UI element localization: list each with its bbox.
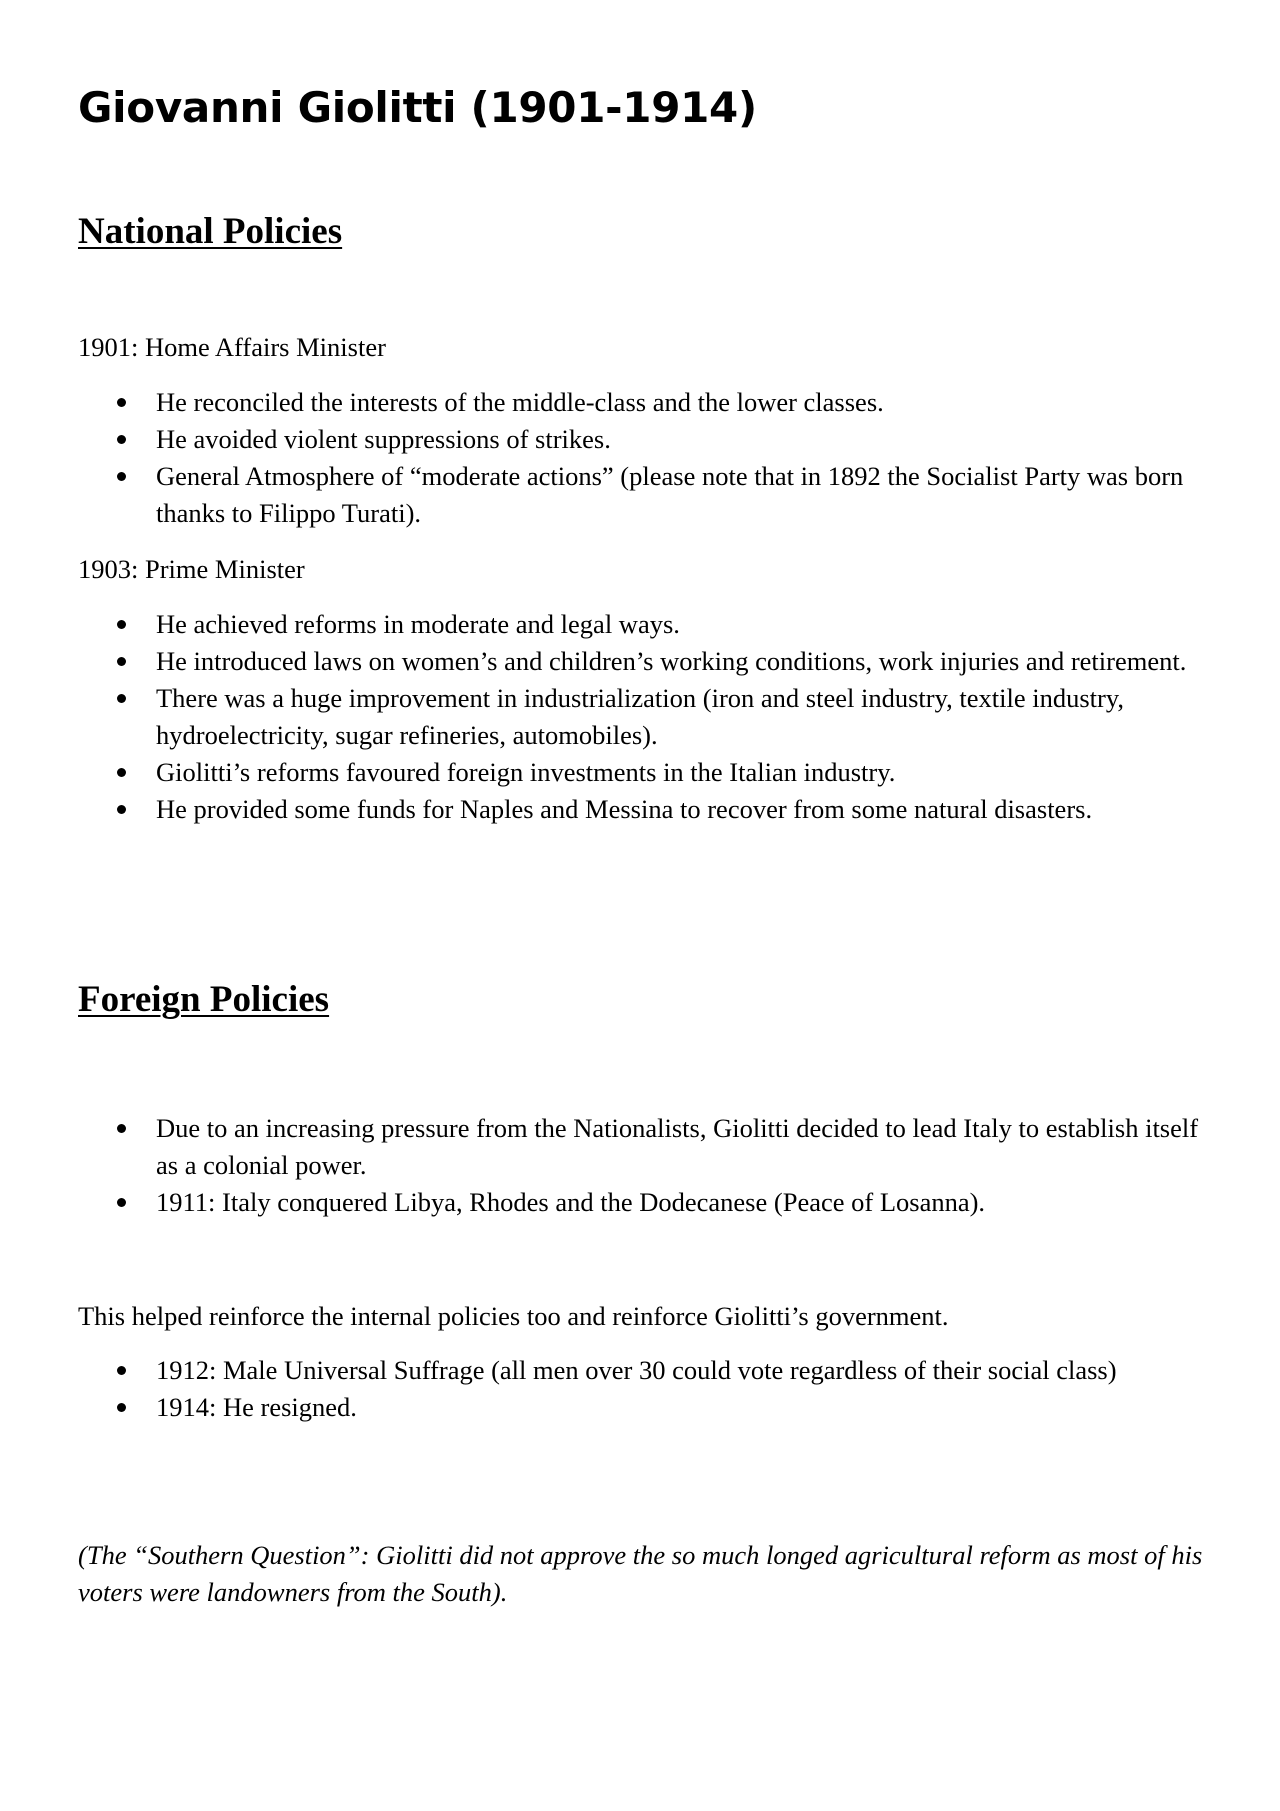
bullet-icon xyxy=(117,435,126,444)
bullet-icon xyxy=(117,694,126,703)
bullet-icon xyxy=(117,398,126,407)
list-item-text: There was a huge improvement in industrialization (iron and steel industry, textile industry, hydroelectricity, sugar refineries, automobiles). xyxy=(156,683,1124,750)
national-policies-heading: National Policies xyxy=(78,211,343,252)
bullet-icon xyxy=(117,472,126,481)
document-title: Giovanni Giolitti (1901-1914) xyxy=(78,83,757,132)
home-affairs-bullet-list xyxy=(78,384,1208,532)
list-item-text: He provided some funds for Naples and Messina to recover from some natural disasters. xyxy=(156,794,1093,824)
list-item-text: 1911: Italy conquered Libya, Rhodes and the Dodecanese (Peace of Losanna). xyxy=(156,1187,986,1217)
list-item xyxy=(78,643,1208,680)
bullet-icon xyxy=(117,620,126,629)
home-affairs-minister-label: 1901: Home Affairs Minister xyxy=(78,332,386,362)
list-item xyxy=(78,1110,1208,1184)
bullet-icon xyxy=(117,1403,126,1412)
suffrage-bullet-list xyxy=(78,1352,1208,1426)
list-item-text: 1912: Male Universal Suffrage (all men over 30 could vote regardless of their social class) xyxy=(156,1355,1117,1385)
list-item xyxy=(78,1184,1208,1221)
list-item-text: Giolitti’s reforms favoured foreign investments in the Italian industry. xyxy=(156,757,896,787)
list-item xyxy=(78,680,1208,754)
bullet-icon xyxy=(117,1366,126,1375)
list-item-text: 1914: He resigned. xyxy=(156,1392,357,1422)
prime-minister-bullet-list xyxy=(78,606,1208,828)
list-item xyxy=(78,606,1208,643)
list-item xyxy=(78,421,1208,458)
bullet-icon xyxy=(117,1198,126,1207)
list-item-text: He introduced laws on women’s and children’s working conditions, work injuries and retirement. xyxy=(156,646,1187,676)
prime-minister-label: 1903: Prime Minister xyxy=(78,554,305,584)
bullet-icon xyxy=(117,768,126,777)
list-item xyxy=(78,791,1208,828)
list-item xyxy=(78,1352,1208,1389)
foreign-bullet-list xyxy=(78,1110,1208,1221)
list-item xyxy=(78,1389,1208,1426)
list-item-text: He reconciled the interests of the middle-class and the lower classes. xyxy=(156,387,884,417)
list-item-text: He achieved reforms in moderate and legal ways. xyxy=(156,609,680,639)
list-item-text: General Atmosphere of “moderate actions” (please note that in 1892 the Socialist Party was born thanks to Filippo Turati). xyxy=(156,461,1184,528)
southern-question-note: (The “Southern Question”: Giolitti did not approve the so much longed agricultural reform as most of his voters were landowners from the South). xyxy=(78,1540,1203,1607)
list-item-text: Due to an increasing pressure from the Nationalists, Giolitti decided to lead Italy to establish itself as a colonial power. xyxy=(156,1113,1199,1180)
bullet-icon xyxy=(117,805,126,814)
foreign-policies-heading: Foreign Policies xyxy=(78,979,330,1020)
bullet-icon xyxy=(117,1124,126,1133)
bullet-icon xyxy=(117,657,126,666)
list-item xyxy=(78,384,1208,421)
summary-paragraph: This helped reinforce the internal policies too and reinforce Giolitti’s government. xyxy=(78,1301,949,1331)
list-item xyxy=(78,754,1208,791)
list-item xyxy=(78,458,1208,532)
list-item-text: He avoided violent suppressions of strikes. xyxy=(156,424,611,454)
